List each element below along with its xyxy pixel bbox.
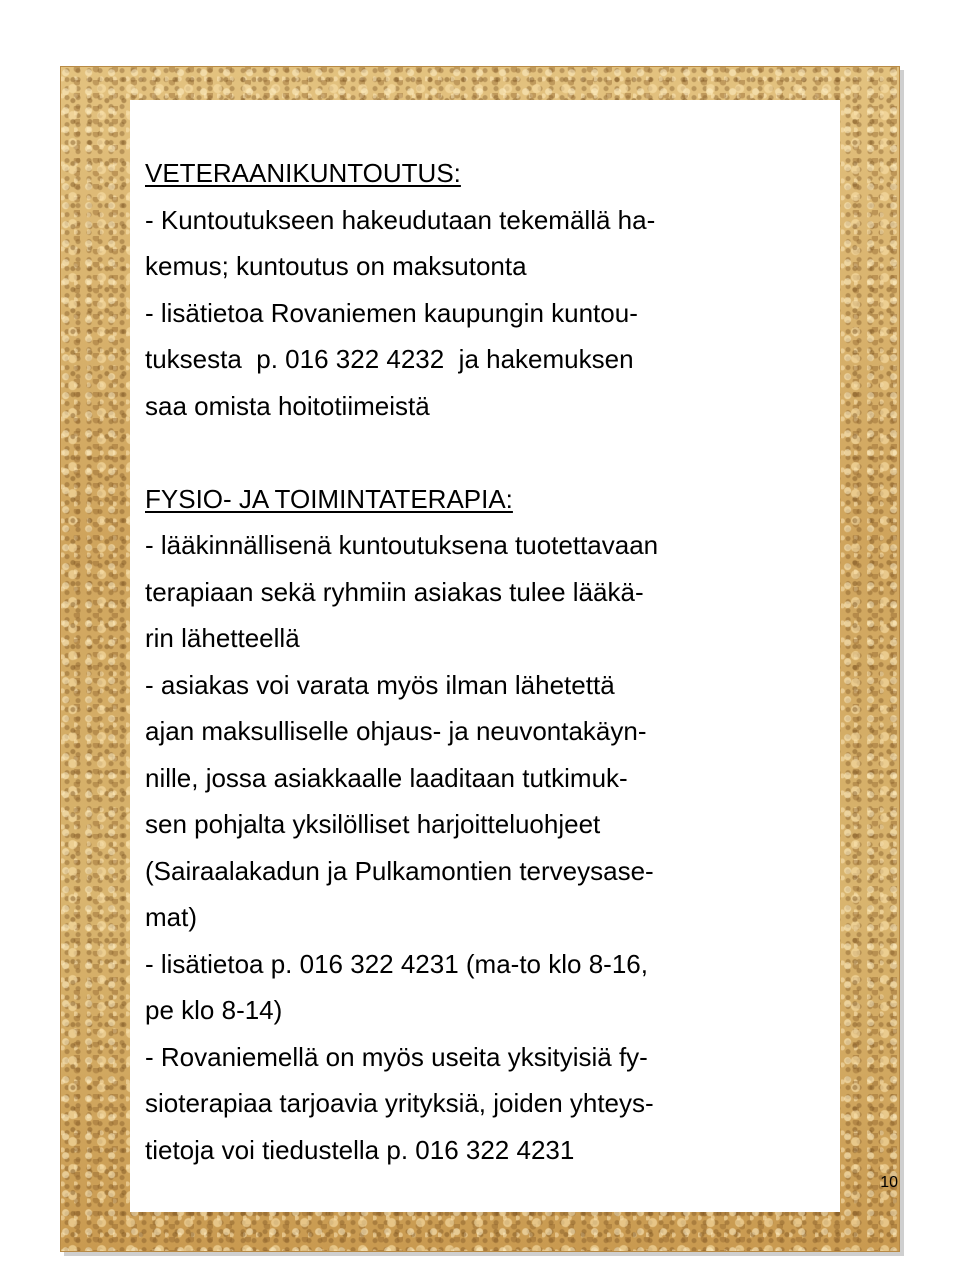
text-line: ajan maksulliselle ohjaus- ja neuvontakäyn- [145, 716, 647, 746]
text-line: - lisätietoa p. 016 322 4231 (ma-to klo 8-16, [145, 948, 648, 979]
text-line: sen pohjalta yksilölliset harjoitteluohjeet [145, 809, 601, 839]
text-line: - Kuntoutukseen hakeudutaan tekemällä ha- [145, 204, 656, 235]
text-line: tuksesta p. 016 322 4232 ja hakemuksen [145, 344, 634, 374]
page-number: 10 [880, 1174, 898, 1191]
text-line: rin lähetteellä [145, 623, 300, 653]
text-line: (Sairaalakadun ja Pulkamontien terveysase- [145, 855, 654, 886]
text-line: - asiakas voi varata myös ilman lähetettä [145, 669, 615, 700]
text-line: tietoja voi tiedustella p. 016 322 4231 [145, 1134, 575, 1165]
text-line: kemus; kuntoutus on maksutonta [145, 251, 527, 281]
section-heading-fysio-ja-toimintaterapia: FYSIO- JA TOIMINTATERAPIA: [145, 483, 513, 514]
text-line: nille, jossa asiakkaalle laaditaan tutkimuk- [145, 762, 628, 793]
text-line: pe klo 8-14) [145, 995, 283, 1025]
text-line: - lisätietoa Rovaniemen kaupungin kuntou- [145, 297, 638, 328]
text-line: saa omista hoitotiimeistä [145, 390, 430, 421]
section-spacer [145, 429, 835, 476]
text-line: terapiaan sekä ryhmiin asiakas tulee lääkä- [145, 576, 644, 607]
text-line: sioterapiaa tarjoavia yrityksiä, joiden yhteys- [145, 1088, 654, 1118]
page-content [145, 150, 835, 1173]
section-heading-veteraanikuntoutus: VETERAANIKUNTOUTUS: [145, 158, 461, 188]
text-line: mat) [145, 902, 197, 932]
text-line: - Rovaniemellä on myös useita yksityisiä fy- [145, 1041, 648, 1072]
text-line: - lääkinnällisenä kuntoutuksena tuotettavaan [145, 530, 659, 560]
